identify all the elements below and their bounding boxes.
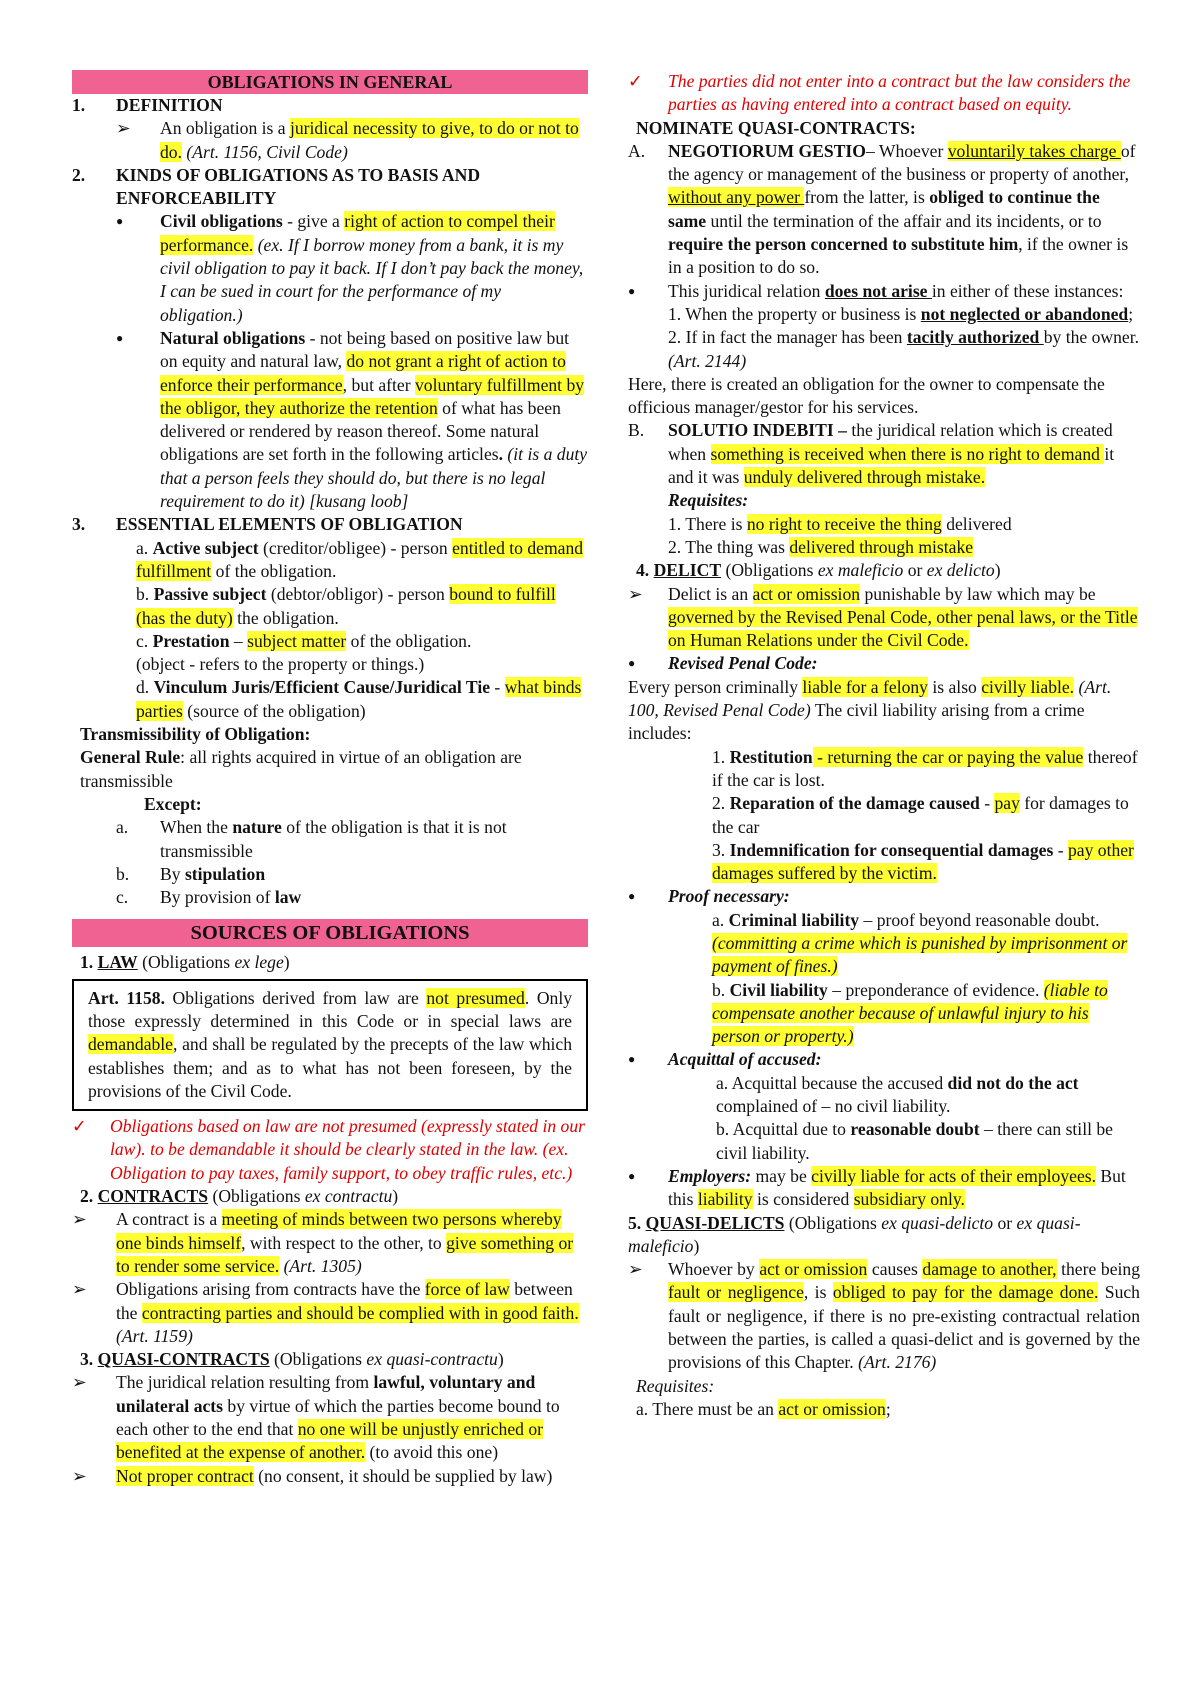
highlight: juridical necessity to give, to do or not to do. (160, 118, 579, 162)
text: – (229, 630, 248, 651)
latin-term: ex maleficio (817, 560, 904, 581)
highlight: civilly liable. (981, 676, 1075, 697)
label: c. (136, 630, 153, 651)
highlight: something is received when there is no right to demand (710, 443, 1105, 464)
citation: (Art. 1156, Civil Code) (182, 141, 348, 162)
term: reasonable doubt (850, 1119, 980, 1140)
term: Criminal liability (728, 909, 860, 930)
arrow-bullet-icon: ➢ (72, 1209, 87, 1230)
latin-term: ex quasi-delicto (881, 1212, 994, 1233)
highlight: contracting parties and should be complied with in good faith. (141, 1302, 579, 1323)
example: (it is a duty that a person feels they should do, but there is no legal requirement to do it) [kusang loob] (160, 444, 588, 512)
quasi-contract-definition (72, 1371, 588, 1464)
marker: A. (628, 140, 646, 161)
text: a. (712, 909, 729, 930)
text: The juridical relation resulting from (116, 1372, 374, 1393)
highlight: (committing a crime which is punished by imprisonment or payment of fines.) (712, 932, 1128, 977)
term: Active subject (152, 537, 259, 558)
text: for damages to the car (712, 793, 1129, 837)
element-passive-subject (72, 583, 588, 630)
text: complained of – no civil liability. (716, 1096, 951, 1117)
term: Reparation of the damage caused (729, 793, 980, 814)
quasi-delict-requisite-a (628, 1398, 1140, 1421)
highlight: damage to another, (922, 1259, 1057, 1280)
text: - (490, 677, 505, 698)
term: Civil obligations (160, 211, 283, 232)
text: , is (803, 1282, 833, 1303)
term: Indemnification for consequential damages (729, 839, 1054, 860)
label: b. (136, 584, 154, 605)
highlight: force of law (424, 1279, 510, 1300)
text: or (993, 1212, 1017, 1233)
revised-penal-code-title (628, 652, 1140, 675)
revised-penal-code-text (628, 676, 1140, 746)
text: (debtor/obligor) - person (266, 584, 450, 605)
section-kinds (72, 164, 588, 211)
text: thereof if the car is lost. (712, 746, 1138, 790)
heading-obligations-in-general: OBLIGATIONS IN GENERAL (72, 70, 588, 94)
text: of the agency or management of the business or property of another, (668, 140, 1136, 185)
text: of the obligation. (211, 560, 337, 581)
text: When the (160, 817, 233, 838)
section-title: KINDS OF OBLIGATIONS AS TO BASIS AND ENFORCEABILITY (116, 164, 481, 209)
text: punishable by law which may be (860, 583, 1096, 604)
term: Passive subject (153, 584, 267, 605)
highlight: meeting of minds between two persons whereby one binds himself (116, 1209, 562, 1253)
term: nature (232, 817, 282, 838)
text: ) (497, 1349, 504, 1370)
text: An obligation is a (160, 118, 290, 139)
arrow-bullet-icon: ➢ (628, 583, 643, 604)
highlight: unduly delivered through mistake. (743, 467, 986, 488)
text: - (979, 793, 995, 814)
note-text: Obligations based on law are not presumed (expressly stated in our law). to be demandable it should be clearly stated in the law. (ex. Obligation to pay taxes, family support, to obey traffic rules, etc.) (110, 1116, 585, 1183)
text: (Obligations (208, 1186, 305, 1207)
text: (Obligations (784, 1212, 882, 1233)
term: lawful, voluntary and unilateral acts (116, 1372, 536, 1416)
text: (source of the obligation) (182, 700, 366, 721)
arrow-bullet-icon: ➢ (72, 1372, 87, 1393)
contract-definition (72, 1208, 588, 1278)
title: LAW (97, 952, 138, 973)
citation: (Art. 2176) (858, 1352, 937, 1373)
round-bullet-icon: ● (628, 1168, 636, 1183)
text: from the latter, is (804, 187, 930, 208)
civil-liability-indemnification (628, 839, 1140, 886)
number: 4. (636, 560, 654, 581)
text: by the owner. (1043, 327, 1139, 348)
term: law (274, 887, 302, 908)
number: 3. (80, 1349, 98, 1370)
source-quasi-contracts-title (72, 1348, 588, 1371)
latin-term: ex contractu (304, 1186, 393, 1207)
text: b. (712, 979, 730, 1000)
text: , if the owner is in a position to do so. (668, 234, 1129, 278)
requisites-title: Requisites: (668, 490, 749, 511)
highlight: right of action to compel their performance. (160, 211, 555, 255)
highlight: Not proper contract (116, 1465, 254, 1486)
label: d. (136, 677, 154, 698)
number: 2. (80, 1186, 98, 1207)
text: (creditor/obligee) - person (258, 537, 453, 558)
term: obliged to continue the same (668, 187, 1100, 231)
marker: B. (628, 420, 645, 441)
text: there being (1056, 1259, 1140, 1280)
highlight: demandable (88, 1034, 173, 1055)
text: the obligation. (232, 607, 339, 628)
acquittal-a (628, 1072, 1140, 1119)
text: - (1053, 839, 1068, 860)
citation: (Art. 100, Revised Penal Code) (628, 676, 1112, 721)
text: (Obligations (269, 1349, 367, 1370)
citation: (Art. 1305) (279, 1255, 362, 1276)
example: (ex. If I borrow money from a bank, it is my civil obligation to pay it back. If I don’t pay back the money, I can be sued in court for the performance of my obligation.) (160, 234, 584, 325)
acquittal-b (628, 1118, 1140, 1165)
number: 1. (80, 952, 98, 973)
text: Delict is an (668, 583, 753, 604)
highlight: act or omission (752, 583, 861, 604)
juridical-relation-bullet (628, 280, 1140, 303)
title: QUASI-CONTRACTS (97, 1349, 270, 1370)
text: of the obligation is that it is not transmissible (160, 817, 507, 861)
section-title: ESSENTIAL ELEMENTS OF OBLIGATION (116, 514, 463, 535)
highlight: voluntarily takes charge (947, 140, 1121, 161)
exception-a (72, 816, 588, 863)
text: - not being based on positive law but on equity and natural law, (160, 327, 570, 372)
text: (no consent, it should be supplied by law) (253, 1465, 553, 1486)
text: . (498, 444, 504, 465)
term: Civil liability (729, 979, 828, 1000)
transmissibility-title: Transmissibility of Obligation: (80, 724, 311, 745)
highlight: fault or negligence (668, 1282, 804, 1303)
highlight: no right to receive the thing (746, 513, 942, 534)
highlight: obliged to pay for the damage done. (832, 1282, 1099, 1303)
text: 3. (712, 839, 730, 860)
text: b. Acquittal due to (716, 1119, 851, 1140)
round-bullet-icon: ● (116, 214, 124, 229)
text: it and it was (668, 443, 1115, 488)
highlight: without any power (668, 187, 805, 208)
text: Whoever by (668, 1259, 760, 1280)
text: 1. When the property or business is (668, 303, 921, 324)
text: , but after (342, 374, 415, 395)
round-bullet-icon: ● (116, 330, 124, 345)
highlight: civilly liable for acts of their employees. (811, 1165, 1096, 1186)
text: (Obligations (721, 560, 818, 581)
gestor-compensation: Here, there is created an obligation for the owner to compensate the officious manager/gestor for his services. (628, 373, 1105, 418)
term: tacitly authorized (906, 327, 1044, 348)
requisite-2 (628, 536, 1140, 559)
delict-definition (628, 583, 1140, 653)
latin-term: ex lege (234, 952, 284, 973)
arrow-bullet-icon: ➢ (628, 1259, 643, 1280)
highlight: subsidiary only. (853, 1189, 965, 1210)
general-rule (72, 746, 588, 793)
text: – there can still be civil liability. (716, 1119, 1113, 1163)
text: of what has been delivered or rendered by reason thereof. Some natural obligations are set forth in the following articles (160, 397, 561, 465)
round-bullet-icon: ● (628, 656, 636, 671)
quasi-delict-definition (628, 1258, 1140, 1374)
marker: a. (116, 817, 129, 838)
highlight: (liable to compensate another because of unlawful injury to his person or property.) (712, 979, 1108, 1047)
marker: b. (116, 863, 130, 884)
instance-1 (628, 303, 1140, 326)
text: causes (867, 1259, 923, 1280)
text: 2. (712, 793, 730, 814)
text: – proof beyond reasonable doubt. (859, 909, 1100, 930)
text: 2. If in fact the manager has been (668, 327, 907, 348)
title-text: Proof necessary: (668, 886, 790, 907)
quasi-delict-requisites-title: Requisites: (636, 1375, 715, 1396)
latin-term: ex delicto (926, 560, 995, 581)
article-number: Art. 1158. (88, 987, 165, 1008)
highlight: delivered through mistake (789, 536, 974, 557)
round-bullet-icon: ● (628, 283, 636, 298)
highlight: bound to fulfill (has the duty) (136, 584, 556, 628)
element-prestation-note: (object - refers to the property or things.) (136, 654, 425, 675)
source-delict-title (628, 559, 1140, 582)
highlight: pay (994, 793, 1020, 814)
quasi-contract-note (628, 70, 1140, 117)
exception-c (72, 886, 588, 909)
requisite-1 (628, 513, 1140, 536)
contract-force-of-law (72, 1278, 588, 1348)
section-number: 3. (72, 514, 86, 535)
round-bullet-icon: ● (628, 889, 636, 904)
term: stipulation (184, 863, 266, 884)
text: or (903, 560, 927, 581)
label: a. (136, 537, 153, 558)
highlight: - returning the car or paying the value (812, 746, 1084, 767)
text: by virtue of which the parties become bound to each other to the end that (116, 1395, 560, 1440)
highlight: pay other damages suffered by the victim. (712, 839, 1134, 884)
highlight: liable for a felony (802, 676, 928, 697)
section-essential-elements (72, 513, 588, 536)
text: of the obligation. (346, 630, 472, 651)
heading-sources-of-obligations: SOURCES OF OBLIGATIONS (72, 919, 588, 947)
text: . Only those expressly determined in this Code or in special laws are (88, 987, 573, 1031)
title: DELICT (653, 560, 722, 581)
round-bullet-icon: ● (628, 1052, 636, 1067)
term: NEGOTIORUM GESTIO (668, 140, 866, 161)
text: 1. (712, 746, 730, 767)
text: ) (392, 1186, 399, 1207)
term: Prestation (152, 630, 230, 651)
section-definition (72, 94, 588, 117)
civil-liability-reparation (628, 792, 1140, 839)
text: By provision of (160, 887, 275, 908)
term: SOLUTIO INDEBITI – (668, 420, 847, 441)
proof-criminal-liability (628, 909, 1140, 979)
text: is considered (752, 1189, 854, 1210)
text: until the termination of the affair and its incidents, or to (706, 210, 1102, 231)
latin-term: ex quasi-maleficio (628, 1212, 1081, 1256)
source-law-title (72, 951, 588, 974)
left-column (72, 70, 588, 1488)
highlight: entitled to demand fulfillment (136, 537, 584, 581)
text: This juridical relation (668, 280, 825, 301)
text: Obligations arising from contracts have the (116, 1279, 425, 1300)
term: General Rule (80, 747, 181, 768)
natural-obligations-item (72, 327, 588, 513)
term: Employers: (668, 1165, 752, 1186)
law-note (72, 1115, 588, 1185)
highlight: liability (697, 1189, 753, 1210)
solutio-indebiti (628, 419, 1140, 489)
employers-item (628, 1165, 1140, 1212)
latin-term: ex quasi-contractu (366, 1349, 498, 1370)
term: not neglected or abandoned (920, 303, 1129, 324)
text: , with respect to the other, to (241, 1232, 447, 1253)
arrow-bullet-icon: ➢ (72, 1465, 87, 1486)
text: in either of these instances: (931, 280, 1124, 301)
text: A contract is a (116, 1209, 222, 1230)
highlight: governed by the Revised Penal Code, other penal laws, or the Title on Human Relations under the Civil Code. (668, 606, 1138, 651)
text: : all rights acquired in virtue of an obligation are transmissible (80, 747, 522, 791)
highlight: no one will be unjustly enriched or benefited at the expense of another. (116, 1419, 544, 1463)
section-number: 1. (72, 95, 86, 115)
proof-necessary-title (628, 885, 1140, 908)
text: ; (885, 1398, 891, 1419)
citation: (Art. 2144) (668, 350, 747, 371)
highlight: act or omission (778, 1398, 886, 1419)
number: 5. (628, 1212, 646, 1233)
marker: c. (116, 887, 129, 908)
text: The civil liability arising from a crime includes: (628, 700, 1085, 744)
civil-liability-restitution (628, 746, 1140, 793)
text: (Obligations (137, 952, 235, 973)
note-text: The parties did not enter into a contract but the law considers the parties as having entered into a contract based on equity. (668, 71, 1131, 115)
text: a. Acquittal because the accused (716, 1072, 948, 1093)
text: But this (668, 1165, 1126, 1210)
text: ; (1128, 303, 1134, 324)
element-prestation (72, 630, 588, 653)
instance-2 (628, 326, 1140, 373)
proof-civil-liability (628, 979, 1140, 1049)
text: may be (751, 1165, 812, 1186)
acquittal-title (628, 1048, 1140, 1071)
text: (to avoid this one) (365, 1442, 499, 1463)
arrow-bullet-icon: ➢ (72, 1279, 87, 1300)
checkmark-icon: ✓ (72, 1116, 87, 1137)
title: QUASI-DELICTS (645, 1212, 785, 1233)
text: By (160, 863, 185, 884)
highlight: subject matter (247, 630, 347, 651)
term: did not do the act (947, 1072, 1079, 1093)
text: 2. The thing was (668, 536, 790, 557)
highlight: give something or to render some service. (116, 1232, 574, 1276)
text: is also (927, 676, 982, 697)
title: CONTRACTS (97, 1186, 209, 1207)
except-label: Except: (144, 793, 202, 814)
text: between the (116, 1279, 573, 1323)
source-contracts-title (72, 1185, 588, 1208)
text: ) (283, 952, 290, 973)
text: delivered (941, 513, 1012, 534)
text: ) (994, 560, 1001, 581)
text: – Whoever (865, 140, 948, 161)
element-vinculum-juris (72, 676, 588, 723)
title-text: Revised Penal Code: (668, 653, 818, 674)
source-quasi-delicts-title (628, 1212, 1140, 1259)
highlight: not presumed (426, 987, 525, 1008)
quasi-contract-not-proper (72, 1465, 588, 1488)
text: Obligations derived from law are (164, 987, 427, 1008)
term: require the person concerned to substitute him (668, 234, 1019, 255)
term: Vinculum Juris/Efficient Cause/Juridical Tie (153, 677, 491, 698)
highlight: act or omission (759, 1259, 868, 1280)
text: , and shall be regulated by the precepts of the law which establishes them; and as to what has not been foreseen, by the provisions of the Civil Code. (88, 1034, 572, 1101)
arrow-bullet-icon: ➢ (116, 118, 131, 139)
highlight: what binds parties (136, 677, 582, 721)
text: ) (693, 1235, 700, 1256)
definition-item (72, 117, 588, 164)
term: Restitution (729, 746, 813, 767)
section-title: DEFINITION (116, 95, 223, 115)
text: 1. There is (668, 513, 747, 534)
title-text: Acquittal of accused: (668, 1049, 822, 1070)
text: - give a (282, 211, 345, 232)
text: Every person criminally (628, 676, 803, 697)
text: Such fault or negligence, if there is no pre-existing contractual relation between the parties, is called a quasi-delict and is governed by the provisions of this Chapter. (668, 1282, 1140, 1373)
civil-obligations-item (72, 210, 588, 326)
text: the juridical relation which is created when (668, 420, 1113, 464)
highlight: do not grant a right of action to enforce their performance (160, 351, 566, 395)
negotiorum-gestio (628, 140, 1140, 280)
section-number: 2. (72, 164, 86, 185)
exception-b (72, 863, 588, 886)
term: Natural obligations (160, 327, 306, 348)
element-active-subject (72, 537, 588, 584)
text: a. There must be an (636, 1398, 779, 1419)
text: – preponderance of evidence. (827, 979, 1044, 1000)
article-1158-box (72, 979, 588, 1111)
citation: (Art. 1159) (116, 1325, 193, 1346)
highlight: voluntary fulfillment by the obligor, they authorize the retention (160, 374, 585, 418)
term: does not arise (824, 280, 932, 301)
checkmark-icon: ✓ (628, 71, 643, 91)
nominate-quasi-contracts-title: NOMINATE QUASI-CONTRACTS: (636, 117, 916, 138)
right-column (628, 70, 1140, 1421)
